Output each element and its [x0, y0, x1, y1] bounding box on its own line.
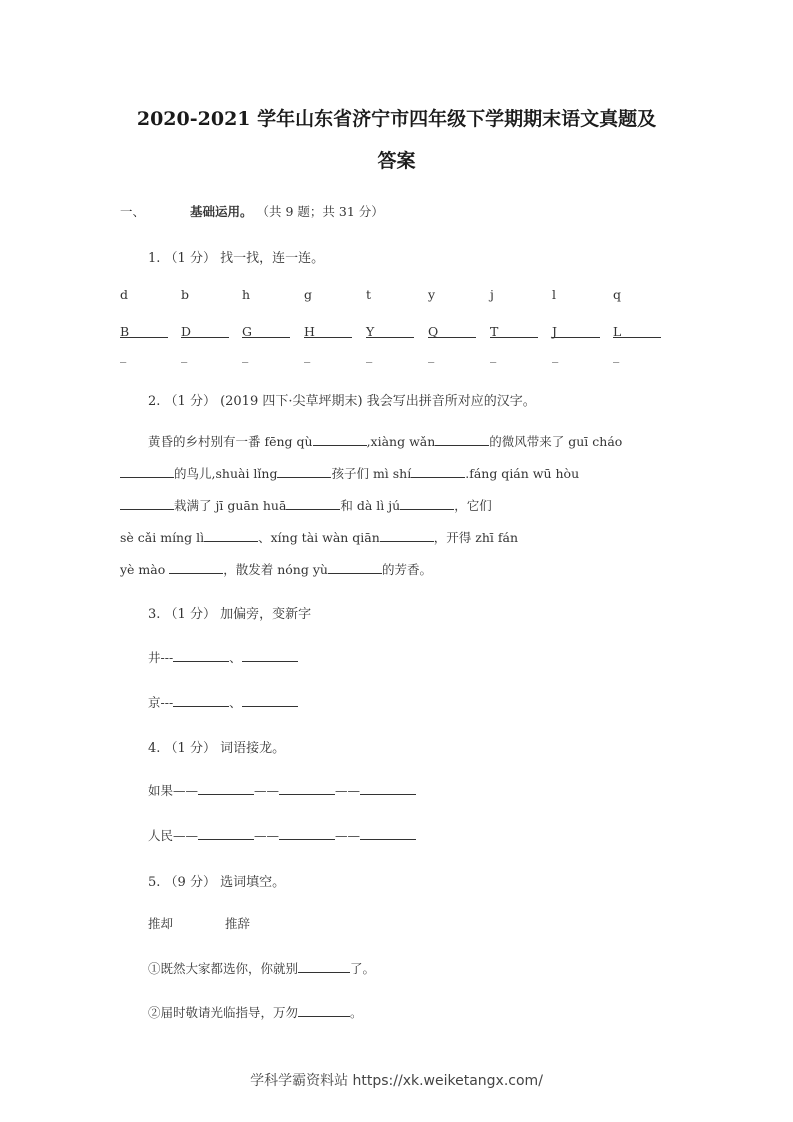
- q2-text: ，它们: [454, 498, 492, 513]
- answer-blank[interactable]: [242, 648, 298, 662]
- q3-base-char: 京---: [148, 695, 174, 710]
- wrap-dash: _: [366, 348, 373, 363]
- answer-blank[interactable]: [286, 496, 340, 510]
- q3-item-b: [148, 693, 298, 711]
- answer-blank[interactable]: [428, 324, 476, 338]
- answer-blank[interactable]: [279, 781, 335, 795]
- q3-stem: 3. （1 分） 加偏旁，变新字: [148, 607, 312, 622]
- wrap-dash: _: [242, 348, 249, 363]
- section-meta: （共 9 题；共 31 分）: [256, 204, 384, 219]
- q5-text: 了。: [350, 961, 376, 976]
- q1-lower-letters: [120, 287, 680, 303]
- answer-blank[interactable]: [411, 464, 465, 478]
- answer-blank[interactable]: [173, 693, 229, 707]
- answer-blank[interactable]: [181, 324, 229, 338]
- answer-blank[interactable]: [328, 560, 382, 574]
- q2-text: 黄昏的乡村别有一番 fēng qù: [148, 434, 313, 449]
- q2-line4: [120, 528, 518, 546]
- answer-blank[interactable]: [298, 959, 350, 973]
- letter-g: g: [304, 287, 313, 302]
- letter-l: l: [552, 287, 556, 302]
- answer-blank[interactable]: [552, 324, 600, 338]
- wrap-dash: _: [120, 348, 127, 363]
- separator: ——: [254, 828, 280, 843]
- answer-blank[interactable]: [120, 324, 168, 338]
- separator: ——: [254, 783, 280, 798]
- q1-wrap-dashes: [120, 348, 680, 364]
- q2-line5: [120, 560, 432, 578]
- answer-blank[interactable]: [304, 324, 352, 338]
- q4-start-word: 人民——: [148, 828, 199, 843]
- answer-blank[interactable]: [242, 324, 290, 338]
- word-choice: 推却: [148, 916, 174, 931]
- q2-text: 孩子们 mì shí: [331, 466, 412, 481]
- q2-text: .fáng qián wū hòu: [465, 466, 580, 481]
- q2-text: sè cǎi míng lì: [120, 530, 205, 545]
- answer-blank[interactable]: [313, 432, 367, 446]
- answer-blank[interactable]: [204, 528, 258, 542]
- answer-blank[interactable]: [242, 693, 298, 707]
- q2-line3: [120, 496, 492, 514]
- q2-text: yè mào: [120, 562, 166, 577]
- wrap-dash: _: [613, 348, 620, 363]
- letter-D: D: [181, 324, 192, 339]
- answer-blank[interactable]: [490, 324, 538, 338]
- q2-text: ,xiàng wǎn: [366, 434, 436, 449]
- answer-blank[interactable]: [400, 496, 454, 510]
- q2-text: 栽满了 jī guān huā: [174, 498, 287, 513]
- letter-d: d: [120, 287, 129, 302]
- wrap-dash: _: [304, 348, 311, 363]
- q5-word-choices: [148, 914, 250, 932]
- q2-text: ，散发着 nóng yù: [223, 562, 328, 577]
- q3-item-a: [148, 648, 298, 666]
- q5-text: 。: [350, 1005, 363, 1020]
- answer-blank[interactable]: [360, 781, 416, 795]
- section-label: 基础运用。: [190, 204, 253, 219]
- letter-t: t: [366, 287, 372, 302]
- q1-stem: 1. （1 分） 找一找，连一连。: [148, 251, 325, 266]
- wrap-dash: _: [181, 348, 188, 363]
- wrap-dash: _: [552, 348, 559, 363]
- q2-text: 和 dà lì jú: [340, 498, 401, 513]
- q5-sentence-1: [148, 959, 375, 977]
- q5-sentence-2: [148, 1003, 363, 1021]
- q4-stem: 4. （1 分） 词语接龙。: [148, 741, 286, 756]
- section-heading: [120, 202, 384, 220]
- letter-j: j: [490, 287, 494, 302]
- letter-Q: Q: [428, 324, 439, 339]
- answer-blank[interactable]: [279, 826, 335, 840]
- q5-text: ①既然大家都选你，你就别: [148, 961, 299, 976]
- q4-start-word: 如果——: [148, 783, 199, 798]
- separator: 、: [229, 650, 242, 665]
- separator: ——: [335, 783, 361, 798]
- q2-text: 的鸟儿,shuài lǐng: [174, 466, 278, 481]
- letter-G: G: [242, 324, 252, 339]
- q2-text: 、xíng tài wàn qiān: [258, 530, 380, 545]
- footer-watermark: 学科学霸资料站 https://xk.weiketangx.com/: [250, 1073, 543, 1089]
- answer-blank[interactable]: [173, 648, 229, 662]
- section-number: 一、: [120, 204, 146, 219]
- letter-q: q: [613, 287, 622, 302]
- answer-blank[interactable]: [380, 528, 434, 542]
- letter-H: H: [304, 324, 315, 339]
- letter-B: B: [120, 324, 130, 339]
- q5-text: ②届时敬请光临指导，万勿: [148, 1005, 299, 1020]
- wrap-dash: _: [490, 348, 497, 363]
- q2-text: ，开得 zhī fán: [433, 530, 519, 545]
- q4-item-a: [148, 781, 416, 799]
- letter-y: y: [428, 287, 436, 302]
- q2-text: 的微风带来了 guī cháo: [489, 434, 623, 449]
- separator: 、: [229, 695, 242, 710]
- answer-blank[interactable]: [277, 464, 331, 478]
- answer-blank[interactable]: [169, 560, 223, 574]
- q2-text: 的芳香。: [381, 562, 432, 577]
- answer-blank[interactable]: [366, 324, 414, 338]
- answer-blank[interactable]: [198, 781, 254, 795]
- separator: ——: [335, 828, 361, 843]
- answer-blank[interactable]: [120, 496, 174, 510]
- letter-J: J: [552, 324, 558, 339]
- answer-blank[interactable]: [298, 1003, 350, 1017]
- letter-h: h: [242, 287, 251, 302]
- answer-blank[interactable]: [120, 464, 174, 478]
- q2-line2: [120, 464, 579, 482]
- letter-T: T: [490, 324, 499, 339]
- letter-Y: Y: [366, 324, 375, 339]
- answer-blank[interactable]: [613, 324, 661, 338]
- q2-stem: 2. （1 分） (2019 四下·尖草坪期末) 我会写出拼音所对应的汉字。: [148, 394, 536, 409]
- letter-b: b: [181, 287, 190, 302]
- q4-item-b: [148, 826, 416, 844]
- answer-blank[interactable]: [198, 826, 254, 840]
- doc-title-line1: 2020-2021 学年山东省济宁市四年级下学期期末语文真题及: [136, 108, 657, 130]
- answer-blank[interactable]: [435, 432, 489, 446]
- letter-L: L: [613, 324, 622, 339]
- doc-title-line2: 答案: [377, 150, 416, 172]
- q3-base-char: 井---: [148, 650, 174, 665]
- q2-line1: [148, 432, 622, 450]
- word-choice: 推辞: [225, 916, 251, 931]
- wrap-dash: _: [428, 348, 435, 363]
- q1-upper-letters: [120, 324, 680, 340]
- answer-blank[interactable]: [360, 826, 416, 840]
- q5-stem: 5. （9 分） 选词填空。: [148, 875, 286, 890]
